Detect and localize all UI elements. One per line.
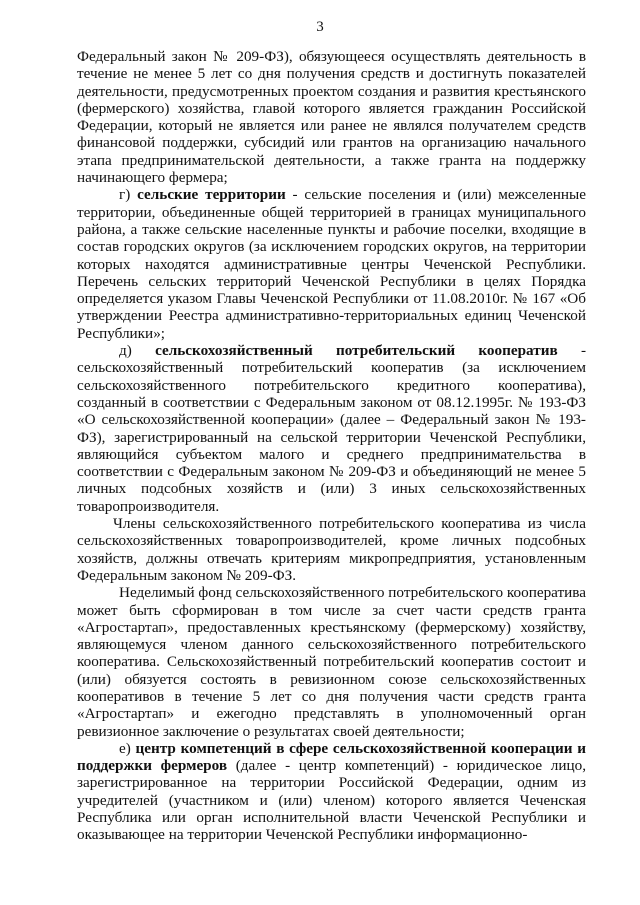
item-letter: д) [119, 342, 156, 360]
page-number: 3 [316, 19, 324, 35]
item-letter: е) [119, 739, 136, 757]
defined-term: сельские территории [137, 186, 286, 204]
defined-term: сельскохозяйственный потребительский кооператив [155, 342, 558, 360]
item-letter: г) [119, 186, 138, 204]
document-body [77, 48, 586, 844]
paragraph-text: Федеральный закон № 209-ФЗ), обязующееся осуществлять деятельность в течение не менее 5 лет со дня получения средств и достигнуть показателей деятельности, предусмотренных проектом создания и развития крестьянского (фермерского) хозяйства, главой которого является гражданин Российской Федерации, который не является или ранее не являлся получателем средств финансовой поддержки, субсидий или грантов на организацию начального этапа предпринимательской деятельности, а также гранта на поддержку начинающего фермера; [77, 48, 586, 187]
paragraph-text: - сельскохозяйственный потребительский кооператив (за исключением сельскохозяйственного потребительского кредитного кооператива), созданный в соответствии с Федеральным законом от 08.12.1995г. № 193-ФЗ «О сельскохозяйственной кооперации» (далее – Федеральный закон № 193-ФЗ), зарегистрированный на сельской территории Чеченской Республики, являющийся субъектом малого и среднего предпринимательства в соответствии с Федеральным законом № 209-ФЗ и объединяющий не менее 5 личных подсобных хозяйств и (или) 3 иных сельскохозяйственных товаропроизводителя. [77, 342, 586, 515]
paragraph-cooperative-members [77, 515, 586, 584]
paragraph-indivisible-fund [77, 584, 586, 740]
paragraph-text: - сельские поселения и (или) межселенные территории, объединенные общей территорией в границах муниципального района, а также сельские населенные пункты и рабочие поселки, входящие в состав городских округов (за исключением городских округов, на территории которых находятся административные центры Чеченской Республики. Перечень сельских территорий Чеченской Республики в целях Порядка определяется указом Главы Чеченской Республики от 11.08.2010г. № 167 «Об утверждении Реестра административно-территориальных единиц Чеченской Республики»; [77, 186, 586, 342]
paragraph-consumer-cooperative [77, 342, 586, 515]
paragraph-text: (далее - центр компетенций) - юридическое лицо, зарегистрированное на территории Российской Федерации, одним из учредителей (участником и (или) членом) которого является Чеченская Республика или орган исполнительной власти Чеченской Республики и оказывающее на территории Чеченской Республики информационно- [77, 757, 586, 844]
paragraph-rural-territories [77, 186, 586, 342]
paragraph-competence-center [77, 740, 586, 844]
paragraph-text: Члены сельскохозяйственного потребительского кооператива из числа сельскохозяйственных товаропроизводителей, кроме личных подсобных хозяйств, должны отвечать критериям микропредприятия, установленным Федеральным законом № 209-ФЗ. [77, 515, 586, 584]
paragraph-continuation [77, 48, 586, 186]
defined-term: центр компетенций в сфере сельскохозяйственной кооперации и поддержки фермеров [77, 739, 586, 775]
paragraph-text: Неделимый фонд сельскохозяйственного потребительского кооператива может быть сформирован в том числе за счет части средств гранта «Агростартап», предоставленных крестьянскому (фермерскому) хозяйству, являющемуся членом данного сельскохозяйственного потребительского кооператива. Сельскохозяйственный потребительский кооператив состоит и (или) обязуется состоять в ревизионном союзе сельскохозяйственных кооперативов в течение 5 лет со дня получения части средств гранта «Агростартап» и ежегодно представлять в уполномоченный орган ревизионное заключение о результатах своей деятельности; [77, 584, 586, 740]
